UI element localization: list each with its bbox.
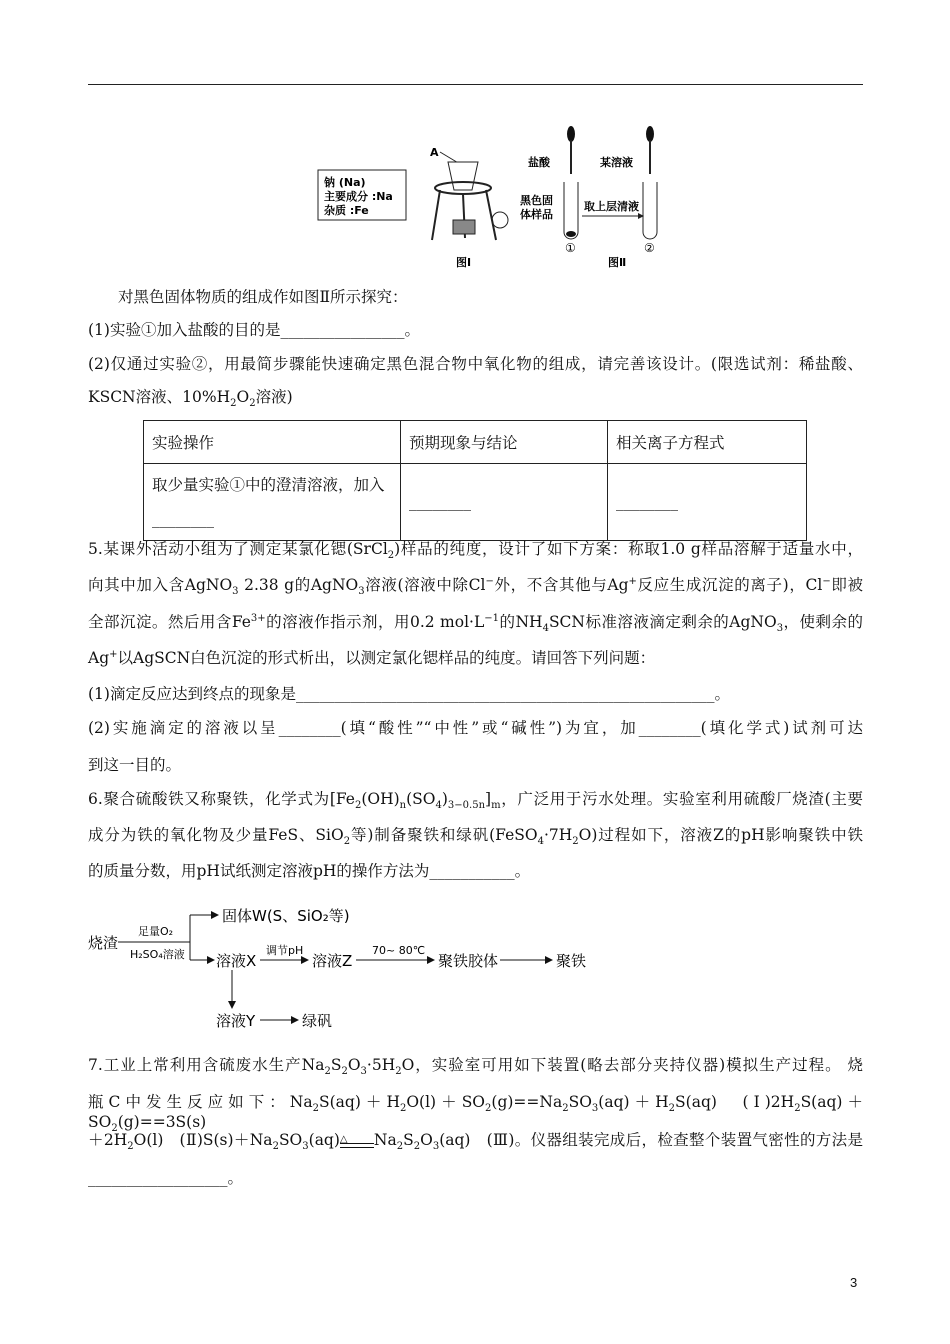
text-segment: 3 (358, 586, 365, 598)
text-segment: 2 (562, 1103, 569, 1115)
text-segment: 2.38 g的AgNO (238, 576, 359, 594)
text-segment: ·5H (366, 1056, 396, 1074)
text-segment: )样品的纯度，设计了如下方案：称取1.0 g样品溶解于适量水中， (394, 540, 863, 558)
text-segment: (1)实验①加入盐酸的目的是________________。 (88, 321, 420, 339)
text-segment: 等)制备聚铁和绿矾(FeSO (350, 826, 538, 844)
text-segment: 溶液(溶液中除Cl (364, 576, 486, 594)
flow-cond-bottom: H₂SO₄溶液 (130, 948, 185, 961)
experiment-table (143, 420, 807, 541)
question-1 (88, 320, 420, 340)
flow-temp: 70~ 80℃ (372, 944, 426, 957)
figure-apparatus (310, 120, 690, 280)
tube-2-label: ② (644, 241, 655, 255)
text-segment: 4 (435, 800, 442, 812)
question-2 (88, 354, 863, 374)
text-segment: 溶液) (255, 388, 293, 406)
text-segment: ＋2H (88, 1131, 128, 1149)
dropper-bulb-icon (646, 126, 654, 142)
table-header: 相关离子方程式 (608, 421, 807, 464)
text-segment: SO (278, 1131, 303, 1149)
q5-line (88, 684, 730, 704)
flow-solid-w: 固体W(S、SiO₂等) (222, 907, 350, 925)
q6-line (88, 825, 863, 848)
text-segment: 2 (396, 1141, 404, 1153)
text-segment: S (330, 1056, 342, 1074)
page-number: 3 (850, 1275, 858, 1290)
text-segment: S(aq) (Ⅰ)2H (675, 1093, 795, 1111)
q5-line (88, 612, 863, 635)
text-segment: (2)仅通过实验②，用最简步骤能快速确定黑色混合物中氧化物的组成，请完善该设计。(限选试剂：稀盐酸、 (88, 355, 863, 373)
text-segment: 2 (485, 1103, 492, 1115)
text-segment: ，广泛用于污水处理。实验室利用硫酸厂烧渣(主要 (500, 790, 863, 808)
text-segment: 2 (399, 1103, 407, 1115)
flow-sol-y: 溶液Y (216, 1012, 256, 1030)
text-segment: 2 (343, 836, 351, 848)
table-cell: 取少量实验①中的澄清溶液，加入________ (144, 464, 401, 541)
hcl-label: 盐酸 (528, 156, 550, 169)
text-segment: 3 (432, 1141, 440, 1153)
text-segment: 3 (360, 1066, 367, 1078)
text-segment: 向其中加入含AgNO (88, 576, 233, 594)
box-line: 主要成分 :Na (324, 190, 393, 203)
text-segment: (g)==Na (491, 1093, 563, 1111)
text-segment: 瓶C中发生反应如下：Na (88, 1093, 313, 1111)
label-a: A (430, 146, 439, 159)
test-tube-1 (564, 182, 578, 239)
text-segment: 3 (302, 1141, 309, 1153)
q7-line (88, 1092, 863, 1135)
text-segment: (1)滴定反应达到终点的现象是______________________________________________________。 (88, 685, 730, 703)
flow-product: 聚铁 (556, 952, 587, 970)
text-segment: 对黑色固体物质的组成作如图Ⅱ所示探究： (118, 288, 408, 306)
header-rule (88, 84, 863, 85)
text-segment: SO (568, 1093, 592, 1111)
table-header: 实验操作 (144, 421, 401, 464)
text-segment: O，实验室可用如下装置(略去部分夹持仪器)模拟生产过程。 烧 (401, 1056, 864, 1074)
table-cell: ________ (608, 464, 807, 541)
flow-colloid: 聚铁胶体 (438, 952, 499, 970)
crucible-icon (448, 162, 478, 190)
text-segment: (SO (406, 790, 436, 808)
text-segment: 2 (413, 1141, 421, 1153)
text-segment: O(l)＋SO (406, 1093, 486, 1111)
flow-cond-top: 足量O₂ (138, 925, 174, 938)
text-segment: __________________。 (88, 1169, 244, 1187)
text-segment: 即被 (830, 576, 863, 594)
text-segment: m (491, 800, 501, 812)
table-cell: ________ (401, 464, 608, 541)
text-segment: O (347, 1056, 361, 1074)
sample-label: 黑色固 (520, 194, 553, 207)
text-segment: (aq) (Ⅲ)。仪器组装完成后，检查整个装置气密性的方法是 (439, 1131, 863, 1149)
text-segment: 4 (542, 623, 549, 635)
text-segment: 的质量分数，用pH试纸测定溶液pH的操作方法为___________。 (88, 862, 531, 880)
text-segment: 2 (668, 1103, 676, 1115)
text-segment: + (628, 575, 637, 587)
text-segment: 2 (127, 1141, 134, 1153)
text-segment: O (236, 388, 250, 406)
text-segment: 2 (794, 1103, 801, 1115)
text-segment: −1 (484, 612, 500, 624)
q7-line (88, 1055, 864, 1078)
burner-icon (453, 220, 475, 234)
text-segment: O(l) (Ⅱ)S(s)＋Na (133, 1131, 273, 1149)
text-segment: 反应生成沉淀的离子)，Cl (636, 576, 823, 594)
text-line (88, 387, 293, 410)
text-segment: Na (373, 1131, 397, 1149)
flow-green-vitriol: 绿矾 (302, 1012, 333, 1030)
dropper-bulb-icon (567, 126, 575, 142)
text-segment: 2 (272, 1141, 279, 1153)
text-segment: S(aq)＋H (318, 1093, 400, 1111)
text-segment: ·7H (543, 826, 573, 844)
flow-start: 烧渣 (88, 934, 119, 952)
text-segment: S (403, 1131, 414, 1149)
text-segment: 3 (776, 623, 784, 635)
text-segment: Ag (88, 649, 110, 667)
text-segment: (2)实施滴定的溶液以呈________(填“酸性”“中性”或“碱性”)为宜，加________(填化学式)试剂可达 (88, 719, 863, 737)
text-segment: ，使剩余的 (783, 613, 863, 631)
text-segment: KSCN溶液、10%H (88, 388, 231, 406)
text-segment: 3 (591, 1103, 599, 1115)
text-segment: SCN标准溶液滴定剩余的AgNO (548, 613, 777, 631)
text-line (118, 287, 408, 307)
text-segment: △ (340, 1130, 374, 1150)
q5-line (88, 539, 863, 562)
text-segment: 2 (341, 1066, 348, 1078)
tube-1-label: ① (565, 241, 576, 255)
sample-label: 体样品 (520, 208, 553, 221)
text-segment: 2 (249, 398, 256, 410)
text-segment: 7.工业上常利用含硫废水生产Na (88, 1056, 325, 1074)
q7-line (88, 1168, 243, 1188)
text-segment: 3+ (250, 612, 266, 624)
flow-sol-x: 溶液X (216, 952, 257, 970)
text-segment: 的NH (499, 613, 543, 631)
text-segment: (g)==3S(s) (117, 1113, 207, 1131)
q5-line (88, 648, 655, 668)
text-segment: 外，不含其他与Ag (493, 576, 629, 594)
fig2-caption: 图Ⅱ (608, 256, 627, 269)
text-segment: (aq)＋H (598, 1093, 669, 1111)
text-segment: 3−0.5n (447, 800, 486, 812)
q5-line (88, 575, 863, 598)
text-segment: ] (485, 790, 492, 808)
text-segment: 6.聚合硫酸铁又称聚铁，化学式为[Fe (88, 790, 355, 808)
text-segment: 以AgSCN白色沉淀的形式析出，以测定氯化锶样品的纯度。请回答下列问题： (117, 649, 656, 667)
text-segment: 2 (387, 550, 395, 562)
text-segment: 2 (395, 1066, 402, 1078)
text-segment: − (485, 575, 494, 587)
flow-adjust-ph: 调节pH (266, 944, 304, 957)
q5-line (88, 755, 181, 775)
solution-label: 某溶液 (600, 156, 633, 169)
text-segment: ) (441, 790, 448, 808)
transfer-label: 取上层清液 (584, 200, 639, 213)
text-segment: 2 (230, 398, 237, 410)
text-segment: 2 (324, 1066, 331, 1078)
box-line: 杂质 :Fe (324, 204, 369, 217)
text-segment: (OH) (361, 790, 400, 808)
text-segment: 2 (572, 836, 579, 848)
text-segment: + (109, 648, 118, 660)
text-segment: 5.某课外活动小组为了测定某氯化锶(SrCl (88, 540, 388, 558)
text-segment: 成分为铁的氧化物及少量FeS、SiO (88, 826, 344, 844)
text-segment: − (822, 575, 831, 587)
q7-line (88, 1130, 863, 1153)
q6-line (88, 789, 863, 812)
q6-line (88, 861, 530, 881)
text-segment: 全部沉淀。然后用含Fe (88, 613, 251, 631)
box-line: 钠 (Na) (324, 176, 366, 189)
text-segment: O)过程如下，溶液Z的pH影响聚铁中铁 (578, 826, 863, 844)
text-segment: 2 (312, 1103, 319, 1115)
text-segment: O (420, 1131, 433, 1149)
text-segment: 3 (232, 586, 239, 598)
text-segment: 4 (537, 836, 544, 848)
text-segment: 的溶液作指示剂，用0.2 mol·L (265, 613, 485, 631)
text-segment: 到这一目的。 (88, 756, 182, 774)
text-segment: (aq) (308, 1131, 340, 1149)
fig1-caption: 图Ⅰ (456, 256, 472, 269)
text-segment: n (399, 800, 407, 812)
table-header: 预期现象与结论 (401, 421, 608, 464)
flow-sol-z: 溶液Z (312, 952, 353, 970)
q5-line (88, 718, 863, 738)
flowchart (80, 900, 640, 1040)
text-segment: S(aq)＋SO (88, 1093, 863, 1131)
test-tube-2 (643, 182, 657, 239)
text-segment: 2 (111, 1123, 118, 1135)
text-segment: 2 (354, 800, 362, 812)
